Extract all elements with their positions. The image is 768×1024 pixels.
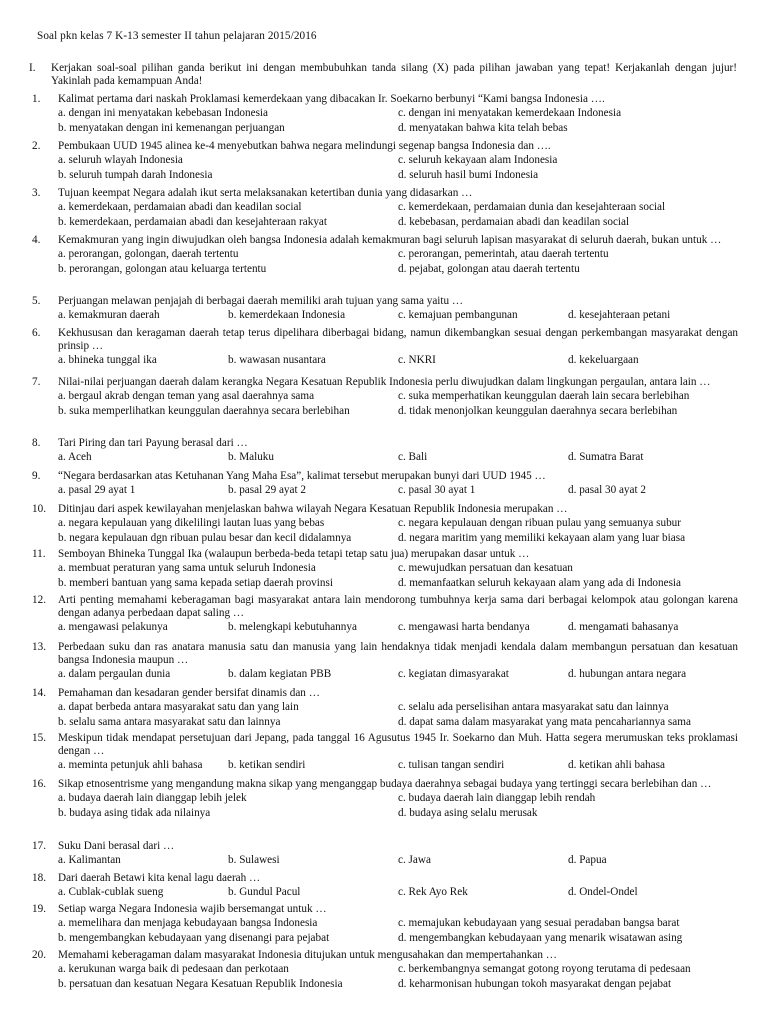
answer-options bbox=[58, 759, 738, 774]
option-a[interactable]: a. bhineka tunggal ika bbox=[58, 354, 157, 366]
question-text: Kemakmuran yang ingin diwujudkan oleh bangsa Indonesia adalah kemakmuran bagi seluruh lapisan masyarakat di seluruh daerah, bukan untuk … bbox=[58, 234, 722, 246]
question-12 bbox=[32, 594, 738, 636]
answer-options bbox=[58, 248, 738, 278]
option-b[interactable]: b. seluruh tumpah darah Indonesia bbox=[58, 169, 213, 181]
question-text: Perbedaan suku dan ras anatara manusia satu dan manusia yang lain hendaknya tidak menjadi kendala dalam membangun persatuan dan kesatuan bangsa Indonesia maupun … bbox=[58, 641, 738, 666]
question-number: 20. bbox=[32, 949, 46, 961]
question-number: 12. bbox=[32, 594, 46, 606]
question-9 bbox=[32, 470, 738, 499]
question-number: 19. bbox=[32, 903, 46, 915]
option-c[interactable]: c. suka memperhatikan keunggulan daerah lain secara berlebihan bbox=[398, 390, 690, 402]
question-number: 2. bbox=[32, 140, 41, 152]
question-number: 5. bbox=[32, 295, 41, 307]
option-d[interactable]: d. kesejahteraan petani bbox=[568, 309, 671, 321]
option-c[interactable]: c. dengan ini menyatakan kemerdekaan Indonesia bbox=[398, 107, 622, 119]
option-c[interactable]: c. mewujudkan persatuan dan kesatuan bbox=[398, 562, 573, 574]
option-b[interactable]: b. mengembangkan kebudayaan yang disenangi para pejabat bbox=[58, 932, 330, 944]
option-a[interactable]: a. kemerdekaan, perdamaian abadi dan keadilan social bbox=[58, 201, 302, 213]
option-a[interactable]: a. Kalimantan bbox=[58, 854, 121, 866]
question-number: 3. bbox=[32, 187, 41, 199]
question-text: Ditinjau dari aspek kewilayahan menjelaskan bahwa wilayah Negara Kesatuan Republik Indonesia merupakan … bbox=[58, 503, 568, 515]
question-text: Meskipun tidak mendapat persetujuan dari Jepang, pada tanggal 16 Agusutus 1945 Ir. Soekarno dan Muh. Hatta segera merumuskan teks proklamasi dengan … bbox=[58, 732, 738, 757]
option-b[interactable]: b. melengkapi kebutuhannya bbox=[228, 621, 357, 633]
answer-options bbox=[58, 963, 738, 993]
question-text: Perjuangan melawan penjajah di berbagai daerah memiliki arah tujuan yang sama yaitu … bbox=[58, 295, 464, 307]
option-a[interactable]: a. kerukunan warga baik di pedesaan dan perkotaan bbox=[58, 963, 289, 975]
question-14 bbox=[32, 687, 738, 731]
option-c[interactable]: c. NKRI bbox=[398, 354, 436, 366]
answer-options bbox=[58, 201, 738, 231]
question-10 bbox=[32, 503, 738, 547]
option-d[interactable]: d. mengembangkan kebudayaan yang menarik wisatawan asing bbox=[398, 932, 683, 944]
answer-options bbox=[58, 354, 738, 369]
question-text: Kekhususan dan keragaman daerah tetap terus dipelihara diberbagai bidang, namun dikembangkan sesuai dengan perkembangan masyarakat dengan prinsip … bbox=[58, 327, 738, 352]
option-a[interactable]: a. seluruh wlayah Indonesia bbox=[58, 154, 183, 166]
question-20 bbox=[32, 949, 738, 993]
question-8 bbox=[32, 437, 738, 466]
option-b[interactable]: b. negara kepulauan dgn ribuan pulau besar dan kecil didalamnya bbox=[58, 532, 352, 544]
option-b[interactable]: b. suka memperlihatkan keunggulan daerahnya secara berlebihan bbox=[58, 405, 350, 417]
option-b[interactable]: b. persatuan dan kesatuan Negara Kesatuan Republik Indonesia bbox=[58, 978, 343, 990]
answer-options bbox=[58, 154, 738, 184]
option-b[interactable]: b. kemerdekaan Indonesia bbox=[228, 309, 346, 321]
question-text: Kalimat pertama dari naskah Proklamasi kemerdekaan yang dibacakan Ir. Soekarno berbunyi “Kami bangsa Indonesia …. bbox=[58, 93, 605, 105]
option-d[interactable]: d. pasal 30 ayat 2 bbox=[568, 484, 646, 496]
option-c[interactable]: c. pasal 30 ayat 1 bbox=[398, 484, 476, 496]
answer-options bbox=[58, 701, 738, 731]
question-text: Pemahaman dan kesadaran gender bersifat dinamis dan … bbox=[58, 687, 320, 699]
option-b[interactable]: b. Gundul Pacul bbox=[228, 886, 301, 898]
option-d[interactable]: d. kebebasan, perdamaian abadi dan keadilan social bbox=[398, 216, 630, 228]
question-text: Nilai-nilai perjuangan daerah dalam kerangka Negara Kesatuan Republik Indonesia perlu diwujudkan dalam lingkungan pergaulan, antara lain … bbox=[58, 376, 711, 388]
option-d[interactable]: d. mengamati bahasanya bbox=[568, 621, 679, 633]
answer-options bbox=[58, 917, 738, 947]
option-a[interactable]: a. Aceh bbox=[58, 451, 92, 463]
question-6 bbox=[32, 327, 738, 369]
option-d[interactable]: d. menyatakan bahwa kita telah bebas bbox=[398, 122, 568, 134]
instruction-text: Kerjakan soal-soal pilihan ganda berikut ini dengan membubuhkan tanda silang (X) pada pilihan jawaban yang tepat! Kerjakanlah dengan jujur! Yakinlah pada kemampuan Anda! bbox=[51, 62, 737, 87]
question-11 bbox=[32, 548, 738, 592]
answer-options bbox=[58, 309, 738, 324]
question-number: 10. bbox=[32, 503, 46, 515]
option-b[interactable]: b. selalu sama antara masyarakat satu dan lainnya bbox=[58, 716, 281, 728]
option-c[interactable]: c. tulisan tangan sendiri bbox=[398, 759, 505, 771]
option-a[interactable]: a. kemakmuran daerah bbox=[58, 309, 160, 321]
option-c[interactable]: c. Jawa bbox=[398, 854, 431, 866]
option-d[interactable]: d. Sumatra Barat bbox=[568, 451, 644, 463]
question-number: 7. bbox=[32, 376, 41, 388]
question-text: Tujuan keempat Negara adalah ikut serta melaksanakan ketertiban dunia yang didasarkan … bbox=[58, 187, 473, 199]
option-c[interactable]: c. berkembangnya semangat gotong royong terutama di pedesaan bbox=[398, 963, 691, 975]
option-a[interactable]: a. dapat berbeda antara masyarakat satu dan yang lain bbox=[58, 701, 299, 713]
question-3 bbox=[32, 187, 738, 231]
question-number: 18. bbox=[32, 872, 46, 884]
option-d[interactable]: d. negara maritim yang memiliki kekayaan alam yang luar biasa bbox=[398, 532, 686, 544]
answer-options bbox=[58, 517, 738, 547]
option-d[interactable]: d. pejabat, golongan atau daerah tertentu bbox=[398, 263, 580, 275]
option-c[interactable]: c. kegiatan dimasyarakat bbox=[398, 668, 509, 680]
question-number: 4. bbox=[32, 234, 41, 246]
option-b[interactable]: b. ketikan sendiri bbox=[228, 759, 306, 771]
option-b[interactable]: b. memberi bantuan yang sama kepada setiap daerah provinsi bbox=[58, 577, 333, 589]
option-c[interactable]: c. kemerdekaan, perdamaian dunia dan kesejahteraan social bbox=[398, 201, 666, 213]
question-15 bbox=[32, 732, 738, 774]
option-b[interactable]: b. Sulawesi bbox=[228, 854, 280, 866]
option-d[interactable]: d. memanfaatkan seluruh kekayaan alam yang ada di Indonesia bbox=[398, 577, 681, 589]
answer-options bbox=[58, 562, 738, 592]
option-c[interactable]: c. kemajuan pembangunan bbox=[398, 309, 518, 321]
answer-options bbox=[58, 792, 738, 822]
option-a[interactable]: a. negara kepulauan yang dikelilingi lautan luas yang bebas bbox=[58, 517, 325, 529]
option-a[interactable]: a. memelihara dan menjaga kebudayaan bangsa Indonesia bbox=[58, 917, 318, 929]
option-d[interactable]: d. ketikan ahli bahasa bbox=[568, 759, 665, 771]
option-a[interactable]: a. budaya daerah lain dianggap lebih jelek bbox=[58, 792, 247, 804]
answer-options bbox=[58, 668, 738, 683]
instruction-block bbox=[29, 62, 737, 88]
option-a[interactable]: a. pasal 29 ayat 1 bbox=[58, 484, 136, 496]
question-number: 8. bbox=[32, 437, 41, 449]
option-c[interactable]: c. perorangan, pemerintah, atau daerah tertentu bbox=[398, 248, 609, 260]
question-number: 11. bbox=[32, 548, 46, 560]
option-d[interactable]: d. seluruh hasil bumi Indonesia bbox=[398, 169, 539, 181]
option-b[interactable]: b. menyatakan dengan ini kemenangan perjuangan bbox=[58, 122, 285, 134]
option-a[interactable]: a. perorangan, golongan, daerah tertentu bbox=[58, 248, 239, 260]
answer-options bbox=[58, 854, 738, 869]
option-d[interactable]: d. keharmonisan hubungan tokoh masyarakat dengan pejabat bbox=[398, 978, 672, 990]
answer-options bbox=[58, 451, 738, 466]
option-a[interactable]: a. bergaul akrab dengan teman yang asal daerahnya sama bbox=[58, 390, 315, 402]
option-c[interactable]: c. negara kepulauan dengan ribuan pulau yang semuanya subur bbox=[398, 517, 682, 529]
question-7 bbox=[32, 376, 738, 420]
question-text: Memahami keberagaman dalam masyarakat Indonesia ditujukan untuk mengusahakan dan mempertahankan … bbox=[58, 949, 557, 961]
question-number: 1. bbox=[32, 93, 41, 105]
answer-options bbox=[58, 621, 738, 636]
question-text: Semboyan Bhineka Tunggal Ika (walaupun berbeda-beda tetapi tetap satu jua) merupakan dasar untuk … bbox=[58, 548, 530, 560]
question-16 bbox=[32, 778, 738, 822]
question-5 bbox=[32, 295, 738, 324]
question-13 bbox=[32, 641, 738, 683]
option-b[interactable]: b. budaya asing tidak ada nilainya bbox=[58, 807, 211, 819]
option-c[interactable]: c. selalu ada perselisihan antara masyarakat satu dan lainnya bbox=[398, 701, 669, 713]
page-title: Soal pkn kelas 7 K-13 semester II tahun pelajaran 2015/2016 bbox=[37, 30, 317, 42]
option-d[interactable]: d. kekeluargaan bbox=[568, 354, 639, 366]
question-text: “Negara berdasarkan atas Ketuhanan Yang Maha Esa”, kalimat tersebut merupakan bunyi dari UUD 1945 … bbox=[58, 470, 546, 482]
question-number: 6. bbox=[32, 327, 41, 339]
question-4 bbox=[32, 234, 738, 278]
question-number: 17. bbox=[32, 840, 46, 852]
question-19 bbox=[32, 903, 738, 947]
option-c[interactable]: c. memajukan kebudayaan yang sesuai peradaban bangsa barat bbox=[398, 917, 680, 929]
option-c[interactable]: c. budaya daerah lain dianggap lebih rendah bbox=[398, 792, 596, 804]
question-text: Sikap etnosentrisme yang mengandung makna sikap yang menganggap budaya daerahnya sebagai budaya yang tertinggi secara berlebihan dan … bbox=[58, 778, 712, 790]
option-c[interactable]: c. mengawasi harta bendanya bbox=[398, 621, 530, 633]
option-a[interactable]: a. dengan ini menyatakan kebebasan Indonesia bbox=[58, 107, 268, 119]
option-a[interactable]: a. Cublak-cublak sueng bbox=[58, 886, 164, 898]
option-d[interactable]: d. Papua bbox=[568, 854, 607, 866]
option-b[interactable]: b. Maluku bbox=[228, 451, 274, 463]
option-c[interactable]: c. Rek Ayo Rek bbox=[398, 886, 468, 898]
option-d[interactable]: d. budaya asing selalu merusak bbox=[398, 807, 538, 819]
question-1 bbox=[32, 93, 738, 137]
option-d[interactable]: d. hubungan antara negara bbox=[568, 668, 687, 680]
option-b[interactable]: b. wawasan nusantara bbox=[228, 354, 326, 366]
question-18 bbox=[32, 872, 738, 901]
question-text: Suku Dani berasal dari … bbox=[58, 840, 175, 852]
question-number: 15. bbox=[32, 732, 46, 744]
option-c[interactable]: c. seluruh kekayaan alam Indonesia bbox=[398, 154, 558, 166]
instruction-number: I. bbox=[29, 62, 36, 74]
question-number: 13. bbox=[32, 641, 46, 653]
option-c[interactable]: c. Bali bbox=[398, 451, 428, 463]
option-b[interactable]: b. dalam kegiatan PBB bbox=[228, 668, 332, 680]
question-2 bbox=[32, 140, 738, 184]
answer-options bbox=[58, 484, 738, 499]
question-text: Arti penting memahami keberagaman bagi masyarakat antara lain mendorong tumbuhnya kerja sama dari berbagai kelompok atau golongan karena dengan adanya perbedaan dapat saling … bbox=[58, 594, 738, 619]
question-number: 14. bbox=[32, 687, 46, 699]
answer-options bbox=[58, 886, 738, 901]
question-text: Dari daerah Betawi kita kenal lagu daerah … bbox=[58, 872, 261, 884]
option-b[interactable]: b. pasal 29 ayat 2 bbox=[228, 484, 306, 496]
option-a[interactable]: a. mengawasi pelakunya bbox=[58, 621, 168, 633]
question-number: 16. bbox=[32, 778, 46, 790]
option-d[interactable]: d. dapat sama dalam masyarakat yang mata pencahariannya sama bbox=[398, 716, 691, 728]
option-a[interactable]: a. membuat peraturan yang sama untuk seluruh Indonesia bbox=[58, 562, 316, 574]
option-a[interactable]: a. meminta petunjuk ahli bahasa bbox=[58, 759, 203, 771]
question-text: Tari Piring dan tari Payung berasal dari … bbox=[58, 437, 248, 449]
option-b[interactable]: b. kemerdekaan, perdamaian abadi dan kesejahteraan rakyat bbox=[58, 216, 327, 228]
answer-options bbox=[58, 107, 738, 137]
question-text: Pembukaan UUD 1945 alinea ke-4 menyebutkan bahwa negara melindungi segenap bangsa Indonesia dan …. bbox=[58, 140, 551, 152]
option-d[interactable]: d. Ondel-Ondel bbox=[568, 886, 638, 898]
question-text: Setiap warga Negara Indonesia wajib bersemangat untuk … bbox=[58, 903, 327, 915]
option-a[interactable]: a. dalam pergaulan dunia bbox=[58, 668, 171, 680]
option-b[interactable]: b. perorangan, golongan atau keluarga tertentu bbox=[58, 263, 267, 275]
question-number: 9. bbox=[32, 470, 41, 482]
answer-options bbox=[58, 390, 738, 420]
option-d[interactable]: d. tidak menonjolkan keunggulan daerahnya secara berlebihan bbox=[398, 405, 678, 417]
question-17 bbox=[32, 840, 738, 869]
